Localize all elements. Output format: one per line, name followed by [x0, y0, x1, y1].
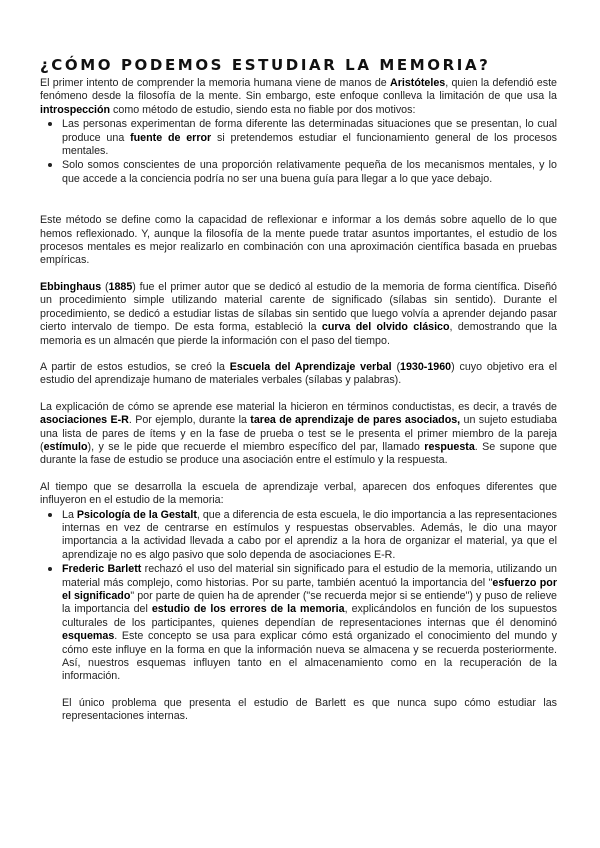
text-span: La — [62, 508, 77, 521]
text-span: , que a diferencia de esta escuela, le dio importancia a las representaciones internas en vez de centrarse en estímulos y respuestas observables. Además, le dio una mayor importancia a la actividad llevada a cabo por el aprendiz a la hora de organizar el material, ya que el aprendizaje no es algo pasivo que solo dependa de asociaciones E-R. — [62, 508, 558, 561]
text-span: , demostrando que la memoria es un almacén que pierde la información con el paso del tiempo. — [40, 321, 557, 347]
term-esfuerzo-significado: esfuerzo por el significado — [62, 576, 557, 602]
list-item — [62, 158, 557, 186]
enfoques-list — [40, 508, 557, 684]
term-estimulo: estímulo — [43, 440, 88, 453]
conclusion-paragraph: El único problema que presenta el estudio de Barlett es que nunca supo cómo estudiar las representaciones internas. — [62, 696, 557, 723]
text-span: ), y se le pide que recuerde el miembro específico del par, llamado — [87, 440, 425, 453]
text-span: La explicación de cómo se aprende ese material la hicieron en términos conductistas, es decir, a través de — [40, 400, 557, 413]
text-span: rechazó el uso del material sin significado para el estudio de la memoria, utilizando un material más complejo, como historias. Por su parte, también acentuó la importancia del " — [62, 563, 557, 589]
text-span: " por parte de quien ha de aprender ("se recuerda mejor si se entiende") y puso de relieve la importancia del — [62, 590, 558, 616]
term-asociaciones-er: asociaciones E-R — [40, 414, 129, 427]
term-respuesta: respuesta — [424, 440, 475, 453]
text-span: ( — [391, 360, 401, 373]
text-span: ( — [101, 280, 109, 293]
term-curva-del-olvido: curva del olvido clásico — [321, 321, 450, 334]
ebbinghaus-paragraph — [40, 281, 557, 348]
term-gestalt: Psicología de la Gestalt — [76, 508, 197, 521]
intro-paragraph — [40, 77, 557, 117]
text-span: si pretendemos estudiar el funcionamiento general de los procesos mentales. — [62, 131, 557, 158]
text-span: , explicándolos en función de los supuestos culturales de los participantes, quienes dependían de representaciones internas que él denominó — [62, 603, 558, 629]
term-introspeccion: introspección — [40, 103, 111, 116]
term-escuela-aprendizaje-verbal: Escuela del Aprendizaje verbal — [229, 360, 392, 373]
text-span: ) fue el primer autor que se dedicó al estudio de la memoria de forma científica. Diseñó un procedimiento simple utilizando material carente de significado (sílabas sin sentido). Durante el procedimiento, se dedicó a estudiar listas de sílabas sin sentido que luego volvía a aprender dejando pasar cierto intervalo de tiempo. De esta forma, estableció la — [40, 280, 557, 334]
text-span: como método de estudio, siendo esta no fiable por dos motivos: — [110, 103, 416, 116]
text-span: Las personas experimentan de forma diferente las determinadas situaciones que se presentan, lo cual produce una — [62, 118, 557, 144]
escuela-paragraph — [40, 361, 557, 388]
text-span: . Por ejemplo, durante la — [128, 414, 251, 427]
text-span: . Este concepto se usa para explicar cómo está organizado el conocimiento del mundo y cómo este influye en la forma en que la información nueva se almacena y se recuerda posteriormente. Así, nuestros esquemas influyen tanto en el almacenamiento como en la recuperación de la información. — [62, 630, 557, 683]
conductismo-paragraph — [40, 401, 557, 468]
term-pares-asociados: tarea de aprendizaje de pares asociados, — [250, 414, 461, 427]
text-span: El primer intento de comprender la memoria humana viene de manos de — [40, 77, 390, 89]
term-esquemas: esquemas — [62, 630, 115, 643]
text-span: A partir de estos estudios, se creó la — [40, 360, 230, 373]
term-errores-memoria: estudio de los errores de la memoria — [151, 603, 345, 616]
motives-list — [40, 117, 557, 186]
enfoques-paragraph: Al tiempo que se desarrolla la escuela de aprendizaje verbal, aparecen dos enfoques diferentes que influyeron en el estudio de la memoria: — [40, 480, 557, 507]
term-aristoteles: Aristóteles — [390, 77, 446, 89]
page-title: ¿CÓMO PODEMOS ESTUDIAR LA MEMORIA? — [40, 56, 491, 74]
text-span: ) cuyo objetivo era el estudio del aprendizaje humano de materiales verbales (sílabas y palabras). — [40, 360, 558, 387]
text-span: , quien la defendió este fenómeno desde la filosofía de la mente. Sin embargo, este enfoque conlleva la limitación de que usa la — [40, 77, 557, 103]
text-span: . Se supone que durante la fase de estudio se produce una asociación entre el estímulo y la respuesta. — [40, 440, 557, 467]
term-1885: 1885 — [108, 280, 133, 293]
term-ebbinghaus: Ebbinghaus — [40, 280, 102, 293]
list-item — [62, 562, 557, 684]
term-frederic-barlett: Frederic Barlett — [62, 563, 142, 576]
method-paragraph: Este método se define como la capacidad de reflexionar e informar a los demás sobre aquello de lo que hemos reflexionado. Y, aunque la filosofía de la mente puede tratar asuntos importantes, el estudio de los procesos mentales es mejor realizarlo en combinación con una aproximación científica basada en pruebas empíricas. — [40, 214, 557, 267]
text-span: Solo somos conscientes de una proporción relativamente pequeña de los mecanismos mentales, y lo que accede a la conciencia podría no ser una buena guía para llegar a lo que yace debajo. — [62, 159, 557, 185]
text-span: un sujeto estudiaba una lista de pares de ítems y en la fase de prueba o test se le presenta el primer miembro de la pareja ( — [40, 414, 557, 453]
term-fuente-de-error: fuente de error — [130, 131, 212, 144]
document-page — [40, 56, 557, 724]
list-item — [62, 508, 557, 563]
term-1930-1960: 1930-1960 — [400, 360, 452, 373]
list-item — [62, 117, 557, 158]
